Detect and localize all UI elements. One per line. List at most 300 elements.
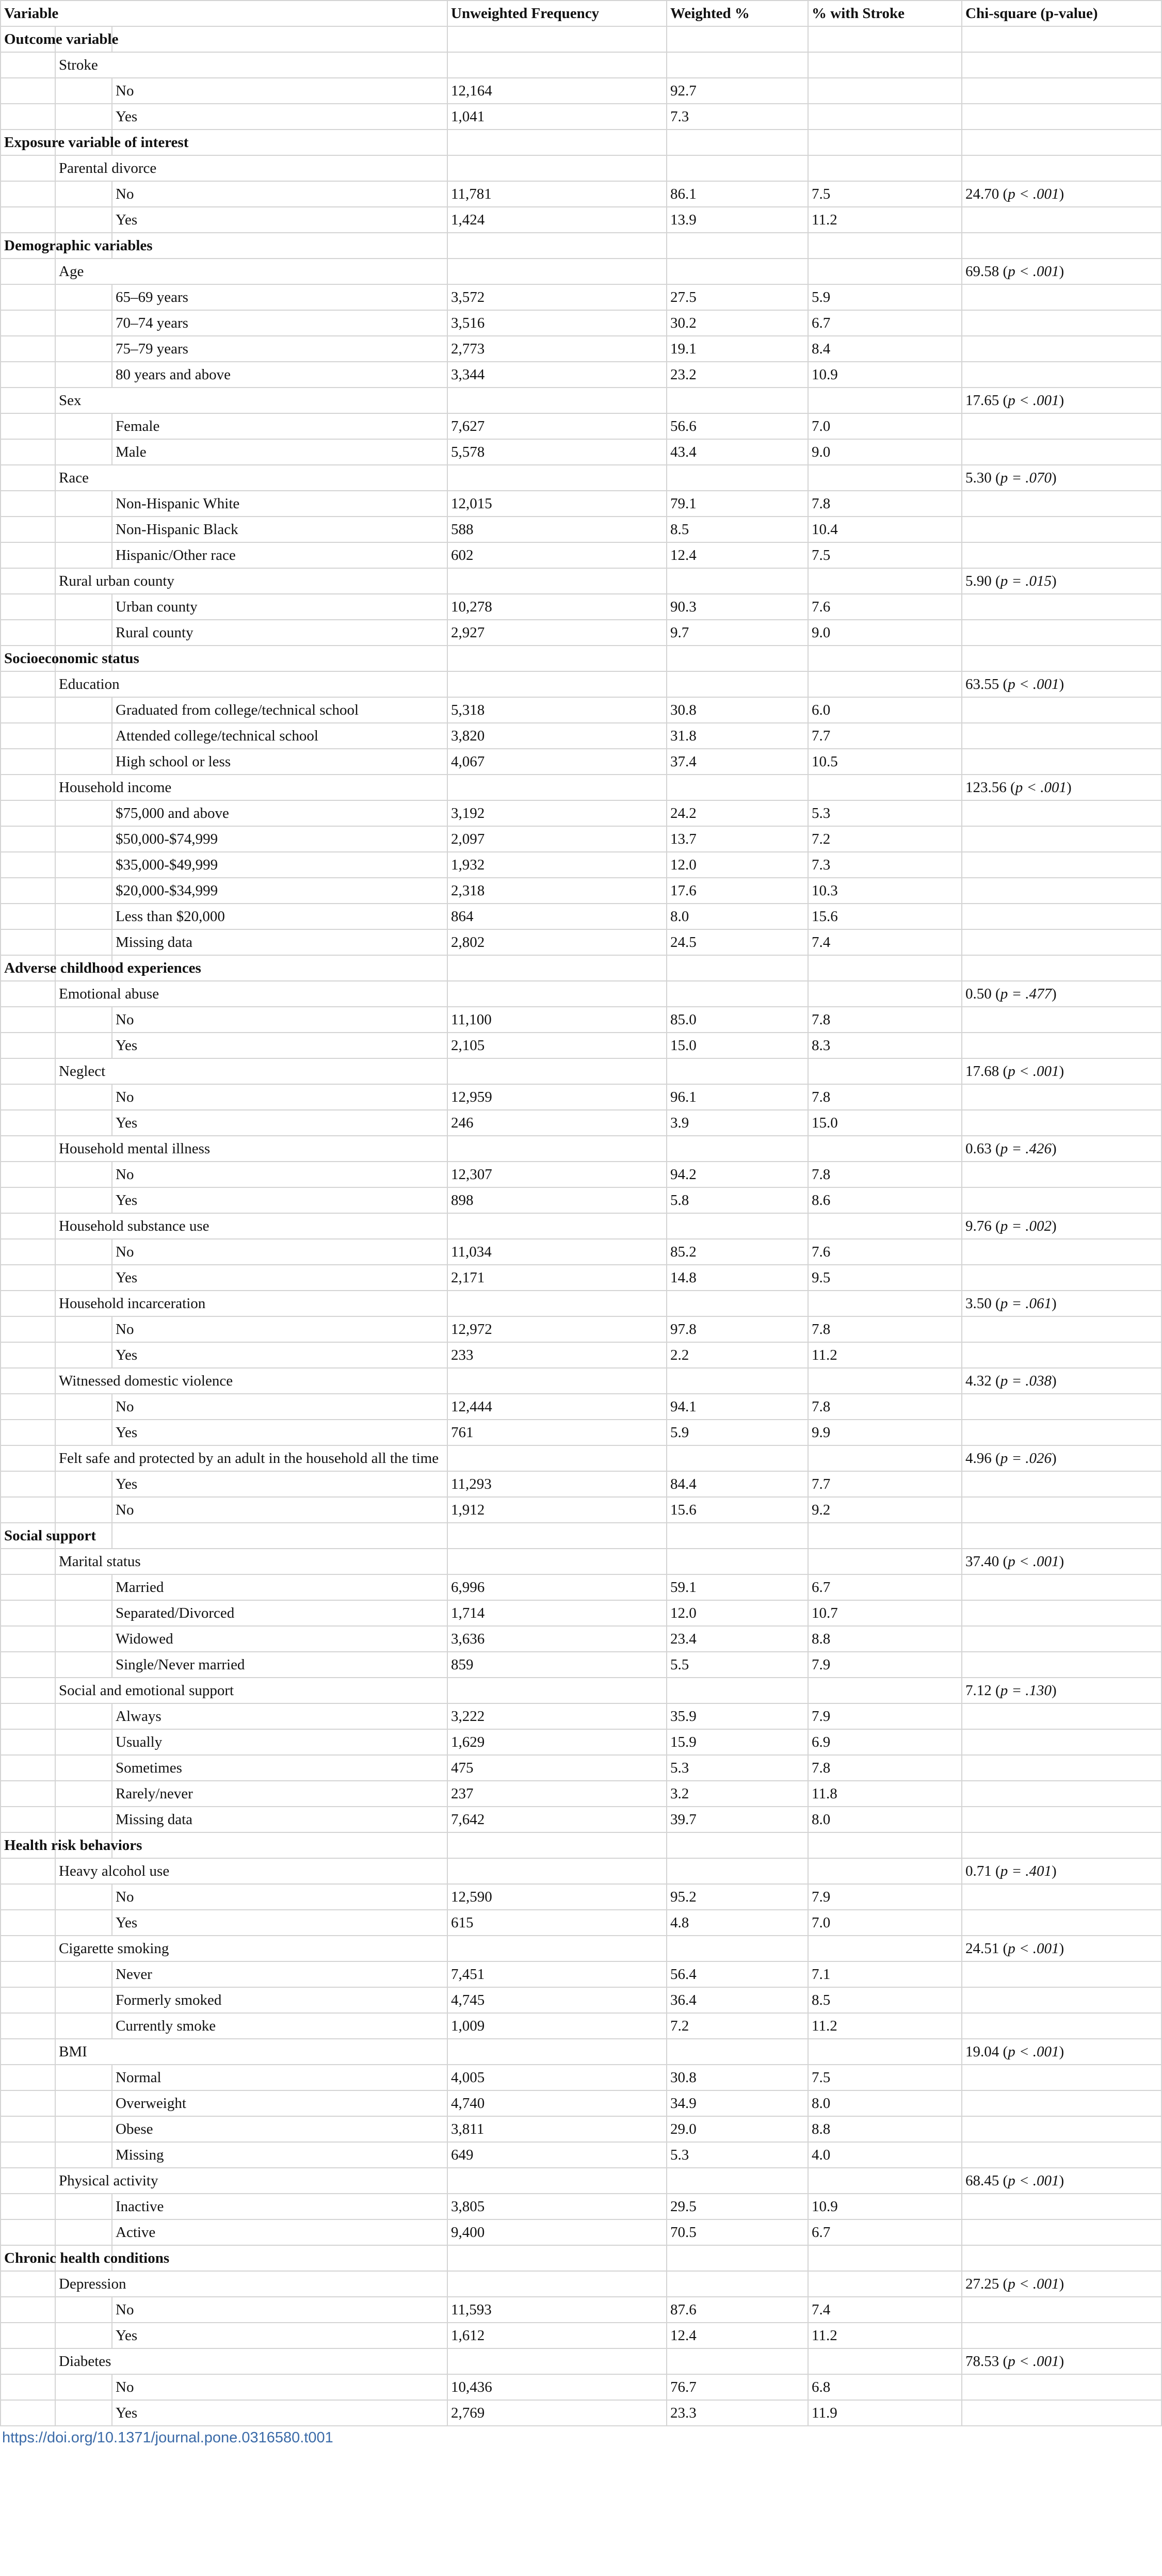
indent-cell: [1, 1884, 55, 1910]
category-label: Male: [112, 439, 447, 465]
weighted-percent-cell: 12.0: [667, 1600, 808, 1626]
indent-cell: [55, 2013, 112, 2039]
weighted-percent-cell: [667, 1136, 808, 1162]
category-label: 65–69 years: [112, 284, 447, 310]
category-row: [1, 1781, 1161, 1807]
unweighted-frequency-cell: 2,097: [447, 826, 667, 852]
chi-square-cell: [962, 1084, 1161, 1110]
indent-cell: [1, 1678, 55, 1703]
weighted-percent-cell: 36.4: [667, 1987, 808, 2013]
stroke-percent-cell: [808, 233, 962, 259]
indent-cell: [55, 1110, 112, 1136]
stroke-percent-cell: [808, 259, 962, 284]
category-label: Never: [112, 1961, 447, 1987]
variable-label: Sex: [55, 388, 447, 413]
unweighted-frequency-cell: [447, 1291, 667, 1316]
weighted-percent-cell: 8.5: [667, 517, 808, 542]
unweighted-frequency-cell: 7,627: [447, 413, 667, 439]
chi-square-cell: [962, 2219, 1161, 2245]
stroke-percent-cell: [808, 52, 962, 78]
indent-cell: [55, 413, 112, 439]
unweighted-frequency-cell: 246: [447, 1110, 667, 1136]
variable-row: [1, 568, 1161, 594]
unweighted-frequency-cell: 4,740: [447, 2090, 667, 2116]
category-row: [1, 1884, 1161, 1910]
indent-cell: [1, 826, 55, 852]
weighted-percent-cell: [667, 388, 808, 413]
unweighted-frequency-cell: 12,972: [447, 1316, 667, 1342]
stroke-percent-cell: [808, 1291, 962, 1316]
stroke-percent-cell: 11.2: [808, 207, 962, 233]
chi-square-cell: [962, 310, 1161, 336]
indent-cell: [55, 1420, 112, 1445]
category-label: 80 years and above: [112, 362, 447, 388]
stroke-percent-cell: 15.6: [808, 904, 962, 929]
indent-cell: [1, 155, 55, 181]
category-row: [1, 336, 1161, 362]
chi-square-value: 5.30: [965, 470, 992, 486]
stroke-percent-cell: 7.8: [808, 491, 962, 517]
weighted-percent-cell: [667, 1549, 808, 1574]
chi-square-cell: [962, 207, 1161, 233]
indent-cell: [55, 2142, 112, 2168]
indent-cell: [55, 2090, 112, 2116]
stroke-percent-cell: [808, 955, 962, 981]
category-row: [1, 517, 1161, 542]
chi-square-cell: [962, 155, 1161, 181]
stroke-percent-cell: 4.0: [808, 2142, 962, 2168]
weighted-percent-cell: 7.3: [667, 104, 808, 130]
variable-row: [1, 1136, 1161, 1162]
indent-cell: [55, 904, 112, 929]
chi-square-cell: [962, 2116, 1161, 2142]
p-value: p = .061: [1000, 1295, 1052, 1312]
indent-cell: [1, 491, 55, 517]
weighted-percent-cell: 5.9: [667, 1420, 808, 1445]
indent-cell: [1, 104, 55, 130]
chi-square-value: 3.50: [965, 1295, 992, 1312]
category-row: [1, 1265, 1161, 1291]
unweighted-frequency-cell: 2,802: [447, 929, 667, 955]
stroke-percent-cell: 6.8: [808, 2374, 962, 2400]
category-label: Yes: [112, 1033, 447, 1058]
indent-cell: [1, 362, 55, 388]
stroke-percent-cell: 7.4: [808, 929, 962, 955]
indent-cell: [1, 1007, 55, 1033]
column-header-percent-with-stroke: % with Stroke: [808, 1, 962, 26]
category-row: [1, 1755, 1161, 1781]
stroke-percent-cell: [808, 1832, 962, 1858]
weighted-percent-cell: [667, 568, 808, 594]
category-row: [1, 2297, 1161, 2323]
indent-cell: [1, 1755, 55, 1781]
category-label: $35,000-$49,999: [112, 852, 447, 878]
category-label: Non-Hispanic Black: [112, 517, 447, 542]
chi-square-cell: [962, 1265, 1161, 1291]
category-label: Missing: [112, 2142, 447, 2168]
category-row: [1, 852, 1161, 878]
variable-row: [1, 1936, 1161, 1961]
stroke-percent-cell: [808, 2168, 962, 2194]
category-row: [1, 2090, 1161, 2116]
chi-square-cell: [962, 826, 1161, 852]
weighted-percent-cell: [667, 646, 808, 671]
p-value: p = .026: [1000, 1450, 1052, 1467]
weighted-percent-cell: 2.2: [667, 1342, 808, 1368]
chi-square-cell: [962, 1420, 1161, 1445]
chi-square-cell: 37.40 (p < .001): [962, 1549, 1161, 1574]
indent-cell: [1, 2168, 55, 2194]
indent-cell: [1, 336, 55, 362]
chi-square-cell: 24.70 (p < .001): [962, 181, 1161, 207]
stroke-percent-cell: 7.8: [808, 1162, 962, 1187]
category-row: [1, 2142, 1161, 2168]
indent-cell: [55, 723, 112, 749]
unweighted-frequency-cell: 11,781: [447, 181, 667, 207]
section-heading: Adverse childhood experiences: [1, 955, 55, 981]
unweighted-frequency-cell: [447, 1368, 667, 1394]
indent-cell: [1, 1652, 55, 1678]
weighted-percent-cell: 59.1: [667, 1574, 808, 1600]
weighted-percent-cell: 85.0: [667, 1007, 808, 1033]
unweighted-frequency-cell: 2,171: [447, 1265, 667, 1291]
category-row: [1, 491, 1161, 517]
stroke-percent-cell: [808, 1523, 962, 1549]
indent-cell: [55, 207, 112, 233]
weighted-percent-cell: 90.3: [667, 594, 808, 620]
unweighted-frequency-cell: 3,192: [447, 800, 667, 826]
variable-row: [1, 1368, 1161, 1394]
section-row: [1, 1523, 1161, 1549]
category-label: Non-Hispanic White: [112, 491, 447, 517]
variable-label: Education: [55, 671, 447, 697]
variable-label: Diabetes: [55, 2348, 447, 2374]
indent-cell: [1, 981, 55, 1007]
variable-label: Age: [55, 259, 447, 284]
indent-cell: [55, 1961, 112, 1987]
chi-square-cell: [962, 2400, 1161, 2426]
indent-cell: [1, 620, 55, 646]
unweighted-frequency-cell: [447, 2245, 667, 2271]
indent-cell: [1, 852, 55, 878]
unweighted-frequency-cell: 1,612: [447, 2323, 667, 2348]
stroke-percent-cell: 11.2: [808, 1342, 962, 1368]
weighted-percent-cell: 79.1: [667, 491, 808, 517]
unweighted-frequency-cell: 1,629: [447, 1729, 667, 1755]
indent-cell: [55, 852, 112, 878]
p-value: p < .001: [1008, 2172, 1059, 2189]
indent-cell: [1, 1136, 55, 1162]
indent-cell: [1, 388, 55, 413]
indent-cell: [1, 439, 55, 465]
unweighted-frequency-cell: 1,932: [447, 852, 667, 878]
category-row: [1, 1652, 1161, 1678]
indent-cell: [55, 1007, 112, 1033]
variable-row: [1, 465, 1161, 491]
variable-label: Felt safe and protected by an adult in the household all the time: [55, 1445, 447, 1471]
weighted-percent-cell: 13.7: [667, 826, 808, 852]
indent-cell: [55, 2400, 112, 2426]
weighted-percent-cell: [667, 775, 808, 800]
chi-square-cell: [962, 1110, 1161, 1136]
stroke-percent-cell: 7.7: [808, 723, 962, 749]
category-label: Overweight: [112, 2090, 447, 2116]
unweighted-frequency-cell: 2,318: [447, 878, 667, 904]
stroke-percent-cell: 9.0: [808, 620, 962, 646]
stroke-percent-cell: 7.9: [808, 1884, 962, 1910]
chi-square-value: 63.55: [965, 676, 999, 693]
chi-square-cell: [962, 723, 1161, 749]
unweighted-frequency-cell: [447, 52, 667, 78]
chi-square-cell: 69.58 (p < .001): [962, 259, 1161, 284]
chi-square-cell: [962, 852, 1161, 878]
variable-row: [1, 1445, 1161, 1471]
category-row: [1, 1394, 1161, 1420]
indent-cell: [55, 800, 112, 826]
unweighted-frequency-cell: [447, 1549, 667, 1574]
category-row: [1, 1162, 1161, 1187]
category-label: Hispanic/Other race: [112, 542, 447, 568]
weighted-percent-cell: 15.0: [667, 1033, 808, 1058]
stroke-percent-cell: 9.2: [808, 1497, 962, 1523]
unweighted-frequency-cell: 3,820: [447, 723, 667, 749]
chi-square-value: 78.53: [965, 2353, 999, 2370]
category-row: [1, 904, 1161, 929]
chi-square-cell: [962, 2013, 1161, 2039]
stroke-percent-cell: [808, 671, 962, 697]
chi-square-value: 0.71: [965, 1863, 992, 1879]
category-row: [1, 929, 1161, 955]
chi-square-cell: 78.53 (p < .001): [962, 2348, 1161, 2374]
stroke-percent-cell: [808, 775, 962, 800]
stroke-percent-cell: 7.8: [808, 1394, 962, 1420]
category-label: Yes: [112, 1910, 447, 1936]
indent-cell: [55, 1316, 112, 1342]
indent-cell: [55, 1987, 112, 2013]
unweighted-frequency-cell: 3,811: [447, 2116, 667, 2142]
stroke-percent-cell: [808, 1549, 962, 1574]
weighted-percent-cell: [667, 130, 808, 155]
variable-row: [1, 1291, 1161, 1316]
chi-square-cell: 27.25 (p < .001): [962, 2271, 1161, 2297]
variable-row: [1, 259, 1161, 284]
stroke-percent-cell: 7.9: [808, 1703, 962, 1729]
chi-square-cell: 0.63 (p = .426): [962, 1136, 1161, 1162]
category-row: [1, 1239, 1161, 1265]
stroke-percent-cell: 10.5: [808, 749, 962, 775]
indent-cell: [1, 1316, 55, 1342]
doi-link[interactable]: https://doi.org/10.1371/journal.pone.0316580.t001: [2, 2429, 333, 2446]
stroke-percent-cell: 6.7: [808, 1574, 962, 1600]
weighted-percent-cell: 7.2: [667, 2013, 808, 2039]
category-row: [1, 78, 1161, 104]
unweighted-frequency-cell: 2,927: [447, 620, 667, 646]
variable-row: [1, 155, 1161, 181]
chi-square-cell: [962, 1910, 1161, 1936]
indent-cell: [1, 542, 55, 568]
indent-cell: [1, 1574, 55, 1600]
weighted-percent-cell: [667, 2168, 808, 2194]
indent-cell: [55, 1807, 112, 1832]
indent-cell: [1, 517, 55, 542]
weighted-percent-cell: [667, 2348, 808, 2374]
weighted-percent-cell: 4.8: [667, 1910, 808, 1936]
unweighted-frequency-cell: [447, 130, 667, 155]
chi-square-cell: [962, 1652, 1161, 1678]
category-row: [1, 2374, 1161, 2400]
section-heading: Health risk behaviors: [1, 1832, 55, 1858]
unweighted-frequency-cell: 2,769: [447, 2400, 667, 2426]
chi-square-cell: [962, 2090, 1161, 2116]
unweighted-frequency-cell: [447, 1858, 667, 1884]
indent-cell: [55, 826, 112, 852]
weighted-percent-cell: 39.7: [667, 1807, 808, 1832]
category-row: [1, 1420, 1161, 1445]
indent-cell: [1, 1729, 55, 1755]
chi-square-cell: [962, 697, 1161, 723]
indent-cell: [1, 2348, 55, 2374]
unweighted-frequency-cell: 2,773: [447, 336, 667, 362]
unweighted-frequency-cell: 602: [447, 542, 667, 568]
p-value: p < .001: [1008, 676, 1059, 693]
chi-square-cell: [962, 491, 1161, 517]
weighted-percent-cell: 29.5: [667, 2194, 808, 2219]
section-heading: Socioeconomic status: [1, 646, 55, 671]
indent-cell: [55, 310, 112, 336]
category-label: Always: [112, 1703, 447, 1729]
indent-cell: [55, 878, 112, 904]
indent-cell: [55, 336, 112, 362]
category-row: [1, 1574, 1161, 1600]
unweighted-frequency-cell: [447, 1523, 667, 1549]
chi-square-cell: [962, 1007, 1161, 1033]
category-label: No: [112, 1084, 447, 1110]
indent-cell: [1, 1626, 55, 1652]
category-label: No: [112, 78, 447, 104]
stroke-percent-cell: 7.3: [808, 852, 962, 878]
category-label: Yes: [112, 2400, 447, 2426]
indent-cell: [1, 1703, 55, 1729]
weighted-percent-cell: 5.5: [667, 1652, 808, 1678]
category-row: [1, 1110, 1161, 1136]
stroke-percent-cell: [808, 26, 962, 52]
category-row: [1, 1729, 1161, 1755]
category-row: [1, 104, 1161, 130]
weighted-percent-cell: 30.2: [667, 310, 808, 336]
unweighted-frequency-cell: 4,067: [447, 749, 667, 775]
variable-label: Stroke: [55, 52, 447, 78]
variable-row: [1, 52, 1161, 78]
category-row: [1, 878, 1161, 904]
chi-square-cell: [962, 1187, 1161, 1213]
indent-cell: [55, 284, 112, 310]
indent-cell: [55, 2374, 112, 2400]
chi-square-cell: [962, 1342, 1161, 1368]
unweighted-frequency-cell: 5,578: [447, 439, 667, 465]
chi-square-cell: 0.50 (p = .477): [962, 981, 1161, 1007]
category-label: Female: [112, 413, 447, 439]
indent-cell: [55, 1162, 112, 1187]
indent-cell: [55, 491, 112, 517]
unweighted-frequency-cell: [447, 955, 667, 981]
weighted-percent-cell: 3.9: [667, 1110, 808, 1136]
variable-row: [1, 775, 1161, 800]
category-row: [1, 1497, 1161, 1523]
weighted-percent-cell: [667, 465, 808, 491]
stroke-percent-cell: 11.9: [808, 2400, 962, 2426]
indent-cell: [1, 413, 55, 439]
unweighted-frequency-cell: 6,996: [447, 1574, 667, 1600]
unweighted-frequency-cell: [447, 1936, 667, 1961]
weighted-percent-cell: 96.1: [667, 1084, 808, 1110]
stroke-percent-cell: 7.1: [808, 1961, 962, 1987]
chi-square-value: 9.76: [965, 1218, 992, 1234]
chi-square-cell: [962, 1807, 1161, 1832]
weighted-percent-cell: 37.4: [667, 749, 808, 775]
stroke-percent-cell: [808, 388, 962, 413]
unweighted-frequency-cell: 864: [447, 904, 667, 929]
indent-cell: [55, 78, 112, 104]
indent-cell: [112, 1523, 447, 1549]
category-row: [1, 362, 1161, 388]
p-value: p = .130: [1000, 1682, 1052, 1699]
chi-square-cell: [962, 1471, 1161, 1497]
unweighted-frequency-cell: 9,400: [447, 2219, 667, 2245]
indent-cell: [1, 1291, 55, 1316]
stroke-percent-cell: 7.6: [808, 1239, 962, 1265]
chi-square-cell: [962, 1755, 1161, 1781]
indent-cell: [55, 1342, 112, 1368]
category-row: [1, 439, 1161, 465]
category-row: [1, 2013, 1161, 2039]
chi-square-cell: 9.76 (p = .002): [962, 1213, 1161, 1239]
category-row: [1, 800, 1161, 826]
stroke-percent-cell: [808, 1058, 962, 1084]
indent-cell: [1, 181, 55, 207]
variable-label: Witnessed domestic violence: [55, 1368, 447, 1394]
p-value: p < .001: [1015, 779, 1067, 796]
category-label: $50,000-$74,999: [112, 826, 447, 852]
chi-square-cell: [962, 26, 1161, 52]
weighted-percent-cell: 14.8: [667, 1265, 808, 1291]
stroke-percent-cell: [808, 2348, 962, 2374]
stroke-percent-cell: 8.5: [808, 1987, 962, 2013]
weighted-percent-cell: [667, 671, 808, 697]
stroke-percent-cell: 7.8: [808, 1316, 962, 1342]
weighted-percent-cell: 5.3: [667, 1755, 808, 1781]
indent-cell: [1, 52, 55, 78]
chi-square-value: 68.45: [965, 2172, 999, 2189]
chi-square-cell: 4.96 (p = .026): [962, 1445, 1161, 1471]
category-label: 70–74 years: [112, 310, 447, 336]
indent-cell: [1, 1033, 55, 1058]
chi-square-cell: [962, 542, 1161, 568]
category-label: Urban county: [112, 594, 447, 620]
stroke-percent-cell: [808, 1136, 962, 1162]
indent-cell: [55, 1652, 112, 1678]
chi-square-value: 5.90: [965, 573, 992, 589]
stroke-percent-cell: [808, 1858, 962, 1884]
chi-square-cell: [962, 517, 1161, 542]
chi-square-cell: [962, 878, 1161, 904]
stroke-percent-cell: [808, 78, 962, 104]
table-body: [1, 26, 1161, 2426]
weighted-percent-cell: [667, 155, 808, 181]
weighted-percent-cell: 5.8: [667, 1187, 808, 1213]
stroke-percent-cell: 7.6: [808, 594, 962, 620]
chi-square-cell: [962, 1523, 1161, 1549]
category-label: No: [112, 181, 447, 207]
